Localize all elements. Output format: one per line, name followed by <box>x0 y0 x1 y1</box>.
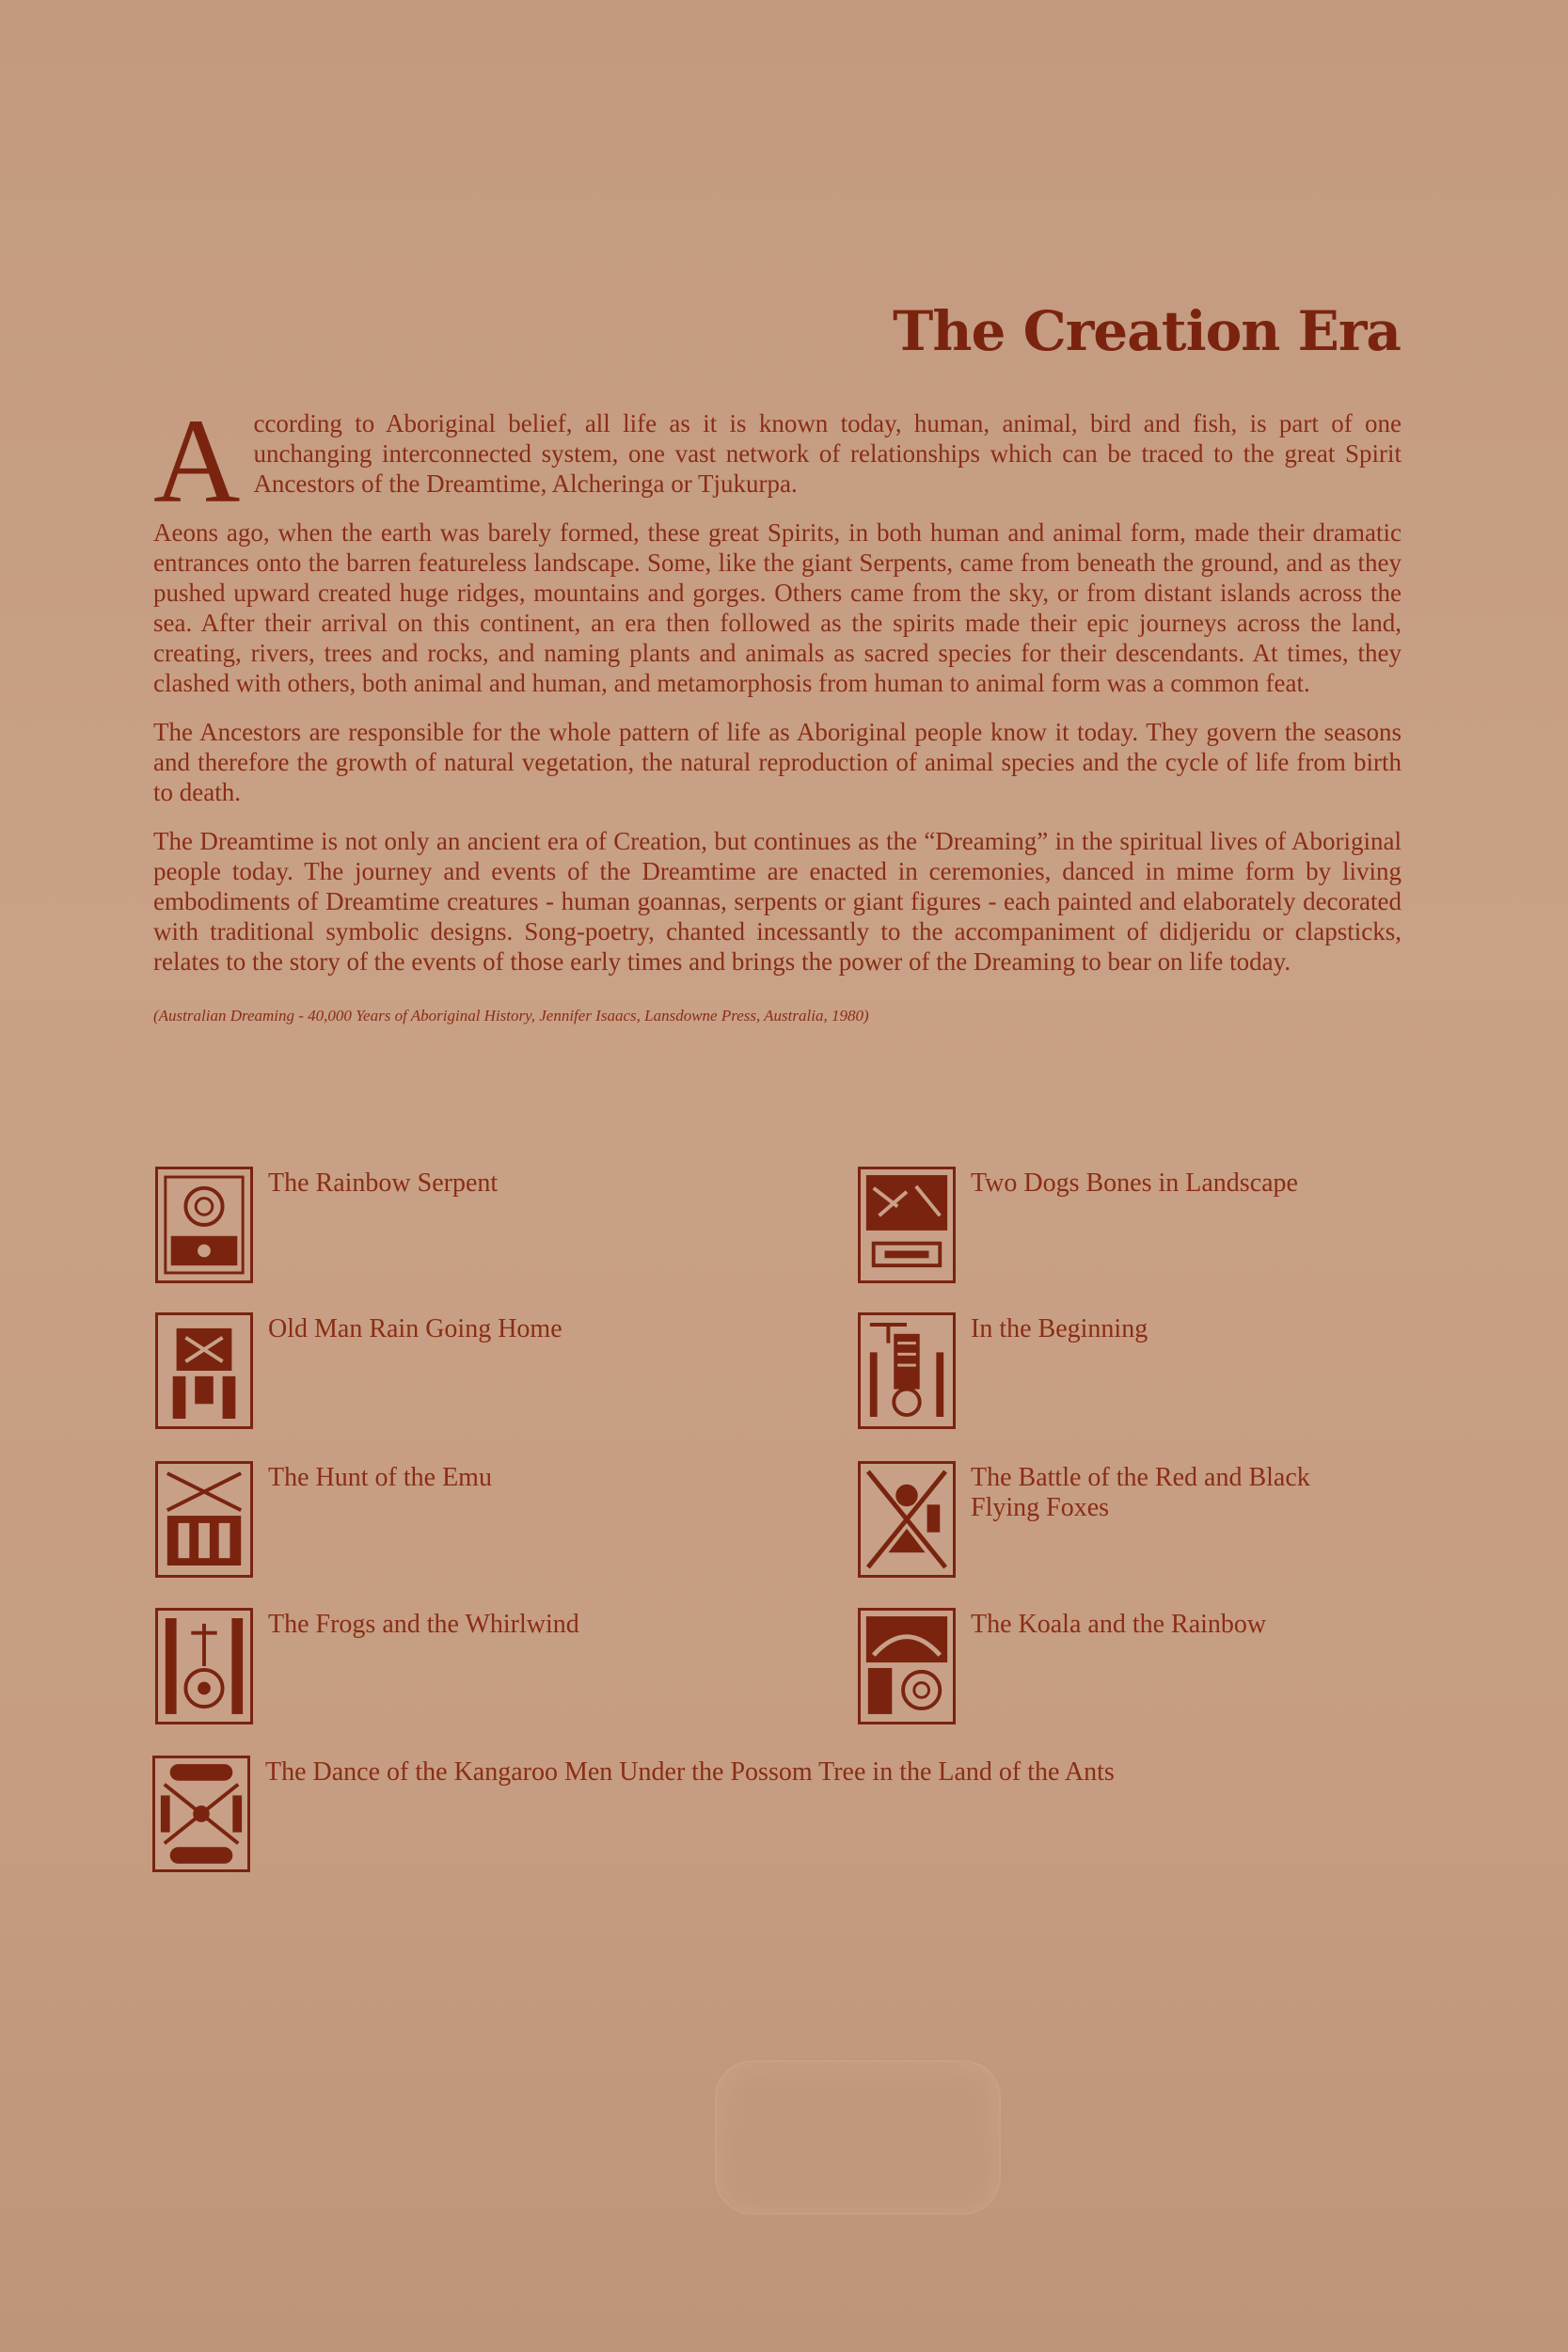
artwork-two-dogs-bones <box>858 1167 1366 1283</box>
artwork-battle-flying-foxes <box>858 1461 1366 1578</box>
battle-flying-foxes-thumbnail-icon <box>858 1461 956 1578</box>
citation: (Australian Dreaming - 40,000 Years of Aboriginal History, Jennifer Isaacs, Lansdowne Press, Australia, 1980) <box>153 1007 869 1025</box>
paragraph-aeons: Aeons ago, when the earth was barely formed, these great Spirits, in both human and animal form, made their dramatic entrances onto the barren featureless landscape. Some, like the giant Serpents, came from beneath the ground, and as they pushed upward created huge ridges, mountains and gorges. Others came from the sky, or from distant islands across the sea. After their arrival on this continent, an era then followed as the spirits made their epic journeys across the land, creating, rivers, trees and rocks, and naming plants and animals as sacred species for their descendants. At times, they clashed with others, both animal and human, and metamorphosis from human to animal form was a common feat. <box>153 518 1402 697</box>
artwork-title: The Rainbow Serpent <box>268 1168 499 1198</box>
artwork-title: The Frogs and the Whirlwind <box>268 1610 579 1639</box>
artwork-old-man-rain <box>155 1312 663 1429</box>
artwork-hunt-of-emu <box>155 1461 663 1578</box>
intro-text: ccording to Aboriginal belief, all life as it is known today, human, animal, bird and fish, is part of one unchanging interconnected system, one vast network of relationships which can be traced to the great Spirit Ancestors of the Dreamtime, Alcheringa or Tjukurpa. <box>253 409 1402 498</box>
artwork-in-the-beginning <box>858 1312 1366 1429</box>
old-man-rain-thumbnail-icon <box>155 1312 253 1429</box>
paragraph-ancestors: The Ancestors are responsible for the whole pattern of life as Aboriginal people know it today. They govern the seasons and therefore the growth of natural vegetation, the natural reproduction of animal species and the cycle of life from birth to death. <box>153 718 1402 806</box>
artwork-title: The Koala and the Rainbow <box>971 1610 1267 1639</box>
paragraph-dreamtime: The Dreamtime is not only an ancient era of Creation, but continues as the “Dreaming” in the spiritual lives of Aboriginal people today. The journey and events of the Dreamtime are enacted in ceremonies, danced in mime form by living embodiments of Dreamtime creatures - human goannas, serpents or giant figures - each painted and elaborately decorated with traditional symbolic designs. Song-poetry, chanted incessantly to the accompaniment of didjeridu or clapsticks, relates to the story of the events of those early times and brings the power of the Dreaming to bear on life today. <box>153 827 1402 976</box>
artwork-title: Two Dogs Bones in Landscape <box>971 1168 1298 1198</box>
hunt-of-emu-thumbnail-icon <box>155 1461 253 1578</box>
artwork-title: Old Man Rain Going Home <box>268 1314 562 1343</box>
frogs-whirlwind-thumbnail-icon <box>155 1608 253 1724</box>
artwork-rainbow-serpent <box>155 1167 663 1283</box>
in-the-beginning-thumbnail-icon <box>858 1312 956 1429</box>
artwork-title: In the Beginning <box>971 1314 1148 1343</box>
artwork-koala-rainbow <box>858 1608 1366 1724</box>
artwork-title: The Battle of the Red and Black Flying Foxes <box>971 1463 1310 1522</box>
artwork-dance-kangaroo-men <box>152 1756 1300 1872</box>
blind-emboss-seal <box>715 2060 1001 2215</box>
body-text <box>153 394 1402 1050</box>
artwork-frogs-whirlwind <box>155 1608 663 1724</box>
two-dogs-bones-thumbnail-icon <box>858 1167 956 1283</box>
drop-cap: A <box>153 394 241 528</box>
artwork-title: The Dance of the Kangaroo Men Under the Possom Tree in the Land of the Ants <box>265 1757 1115 1787</box>
intro-paragraph <box>153 394 1402 528</box>
artwork-title: The Hunt of the Emu <box>268 1463 492 1492</box>
koala-rainbow-thumbnail-icon <box>858 1608 956 1724</box>
dance-kangaroo-men-thumbnail-icon <box>152 1756 250 1872</box>
page-title: The Creation Era <box>893 299 1401 363</box>
rainbow-serpent-thumbnail-icon <box>155 1167 253 1283</box>
